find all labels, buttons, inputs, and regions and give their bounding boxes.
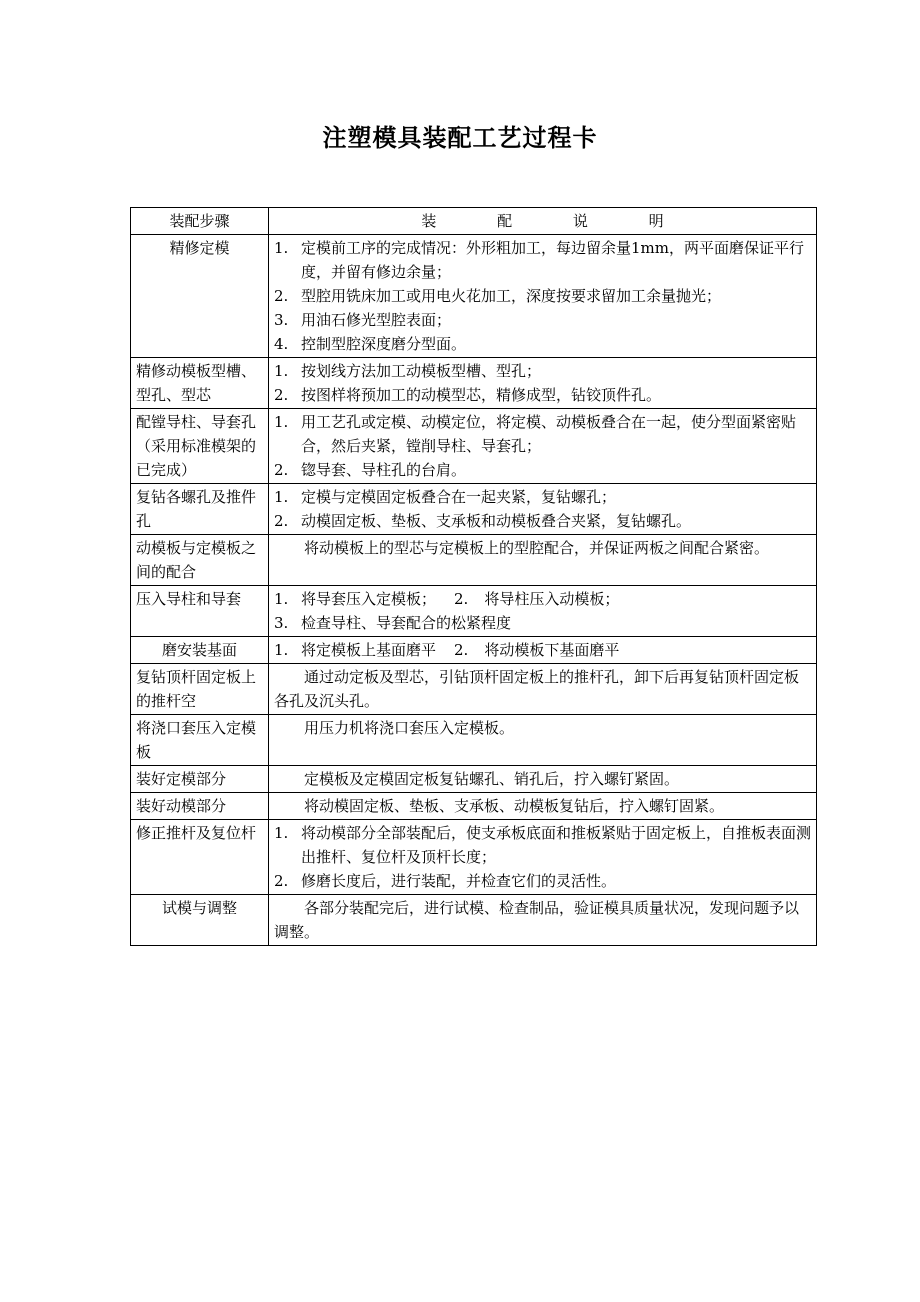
- table-row: [131, 484, 817, 535]
- table-row: [131, 793, 817, 820]
- item-text: 用工艺孔或定模、动模定位，将定模、动模板叠合在一起，使分型面紧密贴合，然后夹紧，镗削导柱、导套孔；: [301, 413, 797, 455]
- step-cell: 试模与调整: [131, 895, 269, 946]
- desc-cell: [269, 637, 817, 664]
- desc-cell: [269, 715, 817, 766]
- desc-cell: [269, 535, 817, 586]
- item-text: 控制型腔深度磨分型面。: [301, 335, 467, 353]
- item-number: 1.: [274, 362, 289, 380]
- desc-cell: [269, 820, 817, 895]
- desc-cell: [269, 484, 817, 535]
- item-number: 2.: [274, 512, 289, 530]
- item-number: 1.: [274, 590, 289, 608]
- item-number: 2.: [454, 641, 469, 659]
- step-cell: 配镗导柱、导套孔（采用标准模架的已完成）: [131, 409, 269, 484]
- desc-cell: [269, 793, 817, 820]
- step-cell: 复钻顶杆固定板上的推杆空: [131, 664, 269, 715]
- item-text: 将动模部分全部装配后，使支承板底面和推板紧贴于固定板上，自推板表面测出推杆、复位杆及顶杆长度；: [301, 824, 812, 866]
- list-item: [274, 821, 811, 869]
- step-cell: 精修定模: [131, 235, 269, 358]
- list-item: [274, 611, 811, 635]
- step-cell: 动模板与定模板之间的配合: [131, 535, 269, 586]
- item-text: 将导柱压入动模板；: [484, 590, 620, 608]
- desc-cell: [269, 586, 817, 637]
- table-row: [131, 586, 817, 637]
- item-text: 将导套压入定模板；: [301, 590, 437, 608]
- list-item-pair: [274, 638, 811, 662]
- item-text: 将定模板上基面磨平: [301, 641, 437, 659]
- item-number: 2.: [274, 287, 289, 305]
- item-number: 3.: [274, 311, 289, 329]
- step-cell: 精修动模板型槽、型孔、型芯: [131, 358, 269, 409]
- desc-text: 各部分装配完后，进行试模、检查制品，验证模具质量状况，发现问题予以调整。: [274, 899, 800, 941]
- item-number: 2.: [274, 386, 289, 404]
- process-card-table: [130, 207, 817, 946]
- item-number: 1.: [274, 824, 289, 842]
- desc-text: 用压力机将浇口套压入定模板。: [304, 719, 515, 737]
- item-text: 锪导套、导柱孔的台肩。: [301, 461, 467, 479]
- item-text: 定模前工序的完成情况：外形粗加工，每边留余量1mm，两平面磨保证平行度，并留有修边余量；: [301, 239, 804, 281]
- list-item-pair: [274, 587, 811, 611]
- item-text: 修磨长度后，进行装配，并检查它们的灵活性。: [301, 872, 617, 890]
- table-header-row: [131, 208, 817, 235]
- list-item: [274, 308, 811, 332]
- desc-text: 通过动定板及型芯，引钻顶杆固定板上的推杆孔，卸下后再复钻顶杆固定板各孔及沉头孔。: [274, 668, 800, 710]
- item-text: 型腔用铣床加工或用电火花加工，深度按要求留加工余量抛光；: [301, 287, 722, 305]
- list-item: [274, 236, 811, 284]
- table-row: [131, 358, 817, 409]
- list-item: [274, 509, 811, 533]
- header-desc: 装 配 说 明: [269, 208, 817, 235]
- list-item: [274, 359, 811, 383]
- item-number: 2.: [274, 461, 289, 479]
- header-step: 装配步骤: [131, 208, 269, 235]
- list-item: [274, 458, 811, 482]
- table-row: [131, 664, 817, 715]
- desc-cell: [269, 409, 817, 484]
- desc-cell: [269, 358, 817, 409]
- step-cell: 装好定模部分: [131, 766, 269, 793]
- table-row: [131, 895, 817, 946]
- desc-cell: [269, 664, 817, 715]
- table-row: [131, 715, 817, 766]
- item-number: 2.: [274, 872, 289, 890]
- step-cell: 修正推杆及复位杆: [131, 820, 269, 895]
- desc-text: 将动模固定板、垫板、支承板、动模板复钻后，拧入螺钉固紧。: [304, 797, 725, 815]
- item-number: 1.: [274, 413, 289, 431]
- item-text: 用油石修光型腔表面；: [301, 311, 452, 329]
- item-text: 按图样将预加工的动模型芯，精修成型，钻铰顶件孔。: [301, 386, 662, 404]
- list-item: [274, 332, 811, 356]
- item-text: 动模固定板、垫板、支承板和动模板叠合夹紧，复钻螺孔。: [301, 512, 692, 530]
- list-item: [274, 284, 811, 308]
- step-cell: 将浇口套压入定模板: [131, 715, 269, 766]
- table-row: [131, 409, 817, 484]
- desc-cell: [269, 766, 817, 793]
- desc-cell: [269, 235, 817, 358]
- item-number: 2.: [454, 590, 469, 608]
- item-number: 1.: [274, 488, 289, 506]
- table-row: [131, 235, 817, 358]
- step-cell: 装好动模部分: [131, 793, 269, 820]
- step-cell: 复钻各螺孔及推件孔: [131, 484, 269, 535]
- list-item: [274, 485, 811, 509]
- step-cell: 压入导柱和导套: [131, 586, 269, 637]
- item-number: 4.: [274, 335, 289, 353]
- document-title: 注塑模具装配工艺过程卡: [322, 123, 598, 152]
- item-number: 1.: [274, 239, 289, 257]
- item-number: 3.: [274, 614, 289, 632]
- table-row: [131, 535, 817, 586]
- list-item: [274, 410, 811, 458]
- table-row: [131, 637, 817, 664]
- list-item: [274, 869, 811, 893]
- step-cell: 磨安装基面: [131, 637, 269, 664]
- item-number: 1.: [274, 641, 289, 659]
- desc-cell: [269, 895, 817, 946]
- item-text: 定模与定模固定板叠合在一起夹紧，复钻螺孔；: [301, 488, 617, 506]
- item-text: 按划线方法加工动模板型槽、型孔；: [301, 362, 542, 380]
- item-text: 将动模板下基面磨平: [484, 641, 620, 659]
- item-text: 检查导柱、导套配合的松紧程度: [301, 614, 512, 632]
- table-row: [131, 766, 817, 793]
- table-row: [131, 820, 817, 895]
- desc-text: 定模板及定模固定板复钻螺孔、销孔后，拧入螺钉紧固。: [304, 770, 680, 788]
- list-item: [274, 383, 811, 407]
- desc-text: 将动模板上的型芯与定模板上的型腔配合，并保证两板之间配合紧密。: [304, 539, 770, 557]
